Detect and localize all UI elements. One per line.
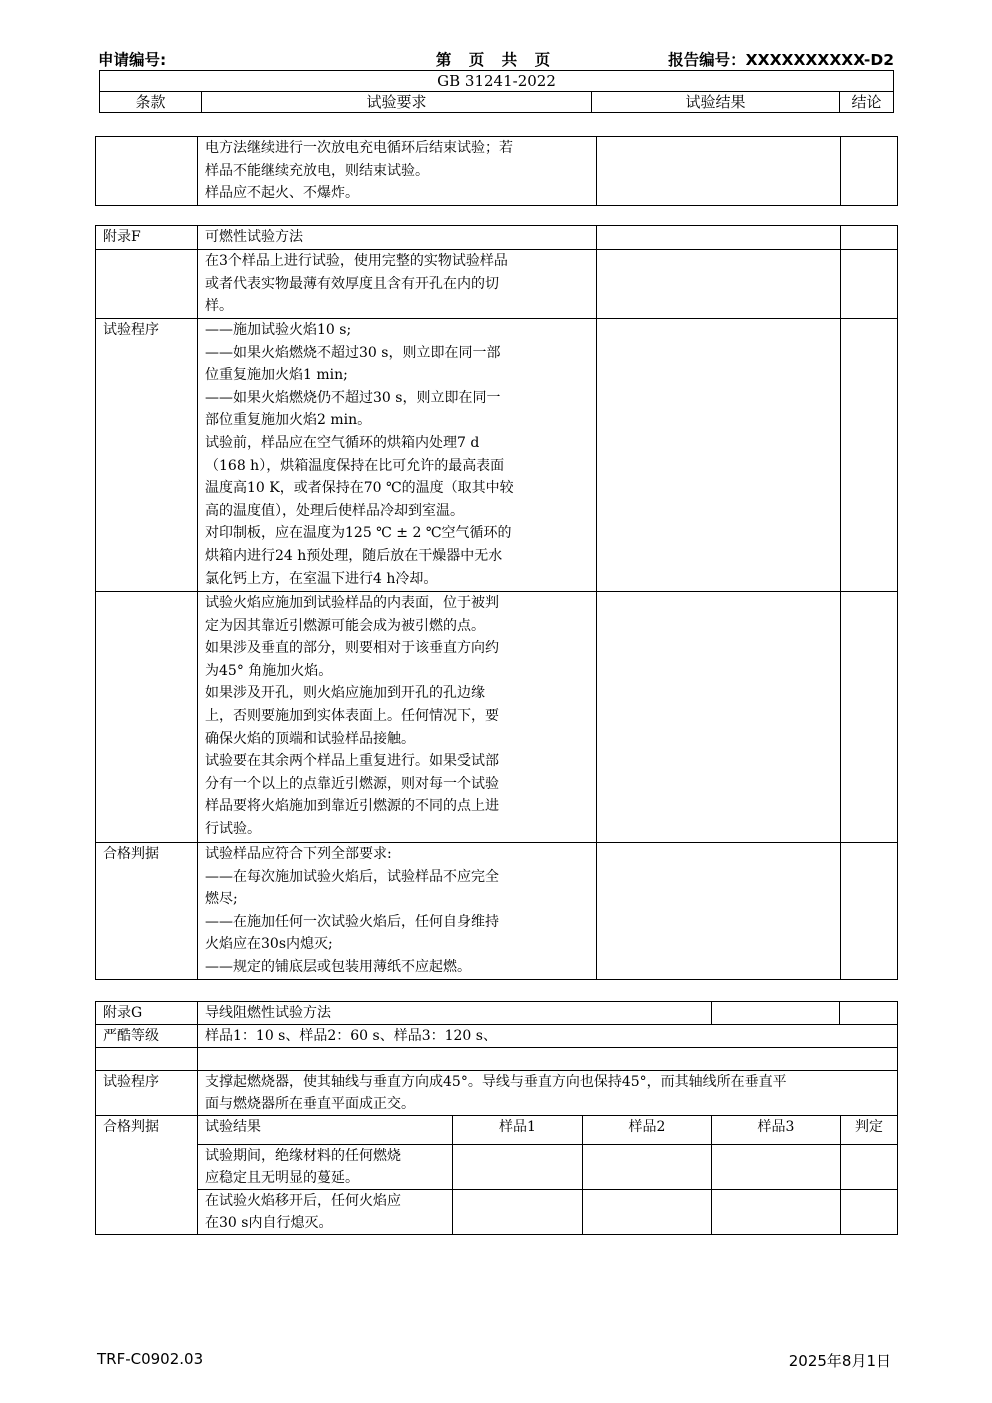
continuation-table (95, 136, 898, 206)
appendix-g-title: 导线阻燃性试验方法 (198, 1002, 712, 1025)
clause-cell (96, 137, 198, 206)
result-cell (712, 1002, 898, 1025)
column-header-clause: 条款 (100, 92, 202, 113)
criteria-label: 合格判据 (96, 1116, 198, 1235)
requirement-text: 在3个样品上进行试验，使用完整的实物试验样品 或者代表实物最薄有效厚度且含有开孔在内的切 样。 (198, 250, 597, 319)
result-cell (597, 319, 841, 592)
clause-cell (96, 250, 198, 319)
application-number-label: 申请编号: (98, 51, 167, 69)
appendix-f-table (95, 225, 898, 980)
column-header-result: 试验结果 (592, 92, 840, 113)
clause-cell (96, 1048, 198, 1071)
column-header-conclusion: 结论 (840, 92, 894, 113)
appendix-g-clause: 附录G (96, 1002, 198, 1025)
sample-1-result (453, 1145, 583, 1190)
sample-3-result (712, 1190, 841, 1235)
conclusion-cell (841, 226, 898, 250)
severity-text: 样品1：10 s、样品2：60 s、样品3：120 s、 (198, 1025, 898, 1048)
conclusion-cell (841, 319, 898, 592)
appendix-f-clause: 附录F (96, 226, 198, 250)
verdict-header: 判定 (841, 1116, 898, 1145)
sample-1-result (453, 1190, 583, 1235)
verdict-cell (841, 1145, 898, 1190)
sample-3-result (712, 1145, 841, 1190)
requirement-text: ——施加试验火焰10 s; ——如果火焰燃烧不超过30 s，则立即在同一部 位重复施加火焰1 min; ——如果火焰燃烧仍不超过30 s，则立即在同一 部位重复施加火焰2 min。 试验前，样品应在空气循环的烘箱内处理7 d （168 h），烘箱温度保持在比可允许的最高表面 温度高10 K，或者保持在70 ℃的温度（取其中较 高的温度值），处理后使样品冷却到室温。 对印制板，应在温度为125 ℃ ± 2 ℃空气循环的 烘箱内进行24 h预处理，随后放在干燥器中无水 氯化钙上方，在室温下进行4 h冷却。 (198, 319, 597, 592)
standard-name: GB 31241-2022 (100, 71, 894, 92)
result-cell (597, 250, 841, 319)
form-number: TRF-C0902.03 (97, 1350, 204, 1368)
severity-label: 严酷等级 (96, 1025, 198, 1048)
footer-date: 2025年8月1日 (788, 1352, 891, 1370)
result-cell (597, 226, 841, 250)
conclusion-cell (841, 592, 898, 843)
appendix-f-title: 可燃性试验方法 (198, 226, 597, 250)
page-count-label: 第 页 共 页 (435, 51, 557, 69)
conclusion-cell (841, 250, 898, 319)
requirement-text: 电方法继续进行一次放电充电循环后结束试验；若 样品不能继续充放电，则结束试验。 样品应不起火、不爆炸。 (198, 137, 597, 206)
conclusion-cell (841, 137, 898, 206)
criterion-text: 试验期间，绝缘材料的任何燃烧 应稳定且无明显的蔓延。 (198, 1145, 453, 1190)
sample-1-header: 样品1 (453, 1116, 583, 1145)
requirement-text: 试验样品应符合下列全部要求: ——在每次施加试验火焰后，试验样品不应完全 燃尽; ——在施加任何一次试验火焰后，任何自身维持 火焰应在30s内熄灭; ——规定的铺底层或包装用薄纸不应起燃。 (198, 843, 597, 980)
appendix-g-table (95, 1001, 898, 1235)
result-cell (597, 137, 841, 206)
verdict-cell (841, 1190, 898, 1235)
clause-cell (96, 592, 198, 843)
clause-cell: 试验程序 (96, 319, 198, 592)
sample-3-header: 样品3 (712, 1116, 841, 1145)
sample-2-result (583, 1190, 712, 1235)
result-cell (597, 843, 841, 980)
conclusion-cell (841, 843, 898, 980)
report-number: 报告编号：XXXXXXXXXX-D2 (668, 51, 894, 69)
result-cell (597, 592, 841, 843)
blank-cell (198, 1048, 898, 1071)
requirement-text: 试验火焰应施加到试验样品的内表面，位于被判 定为因其靠近引燃源可能会成为被引燃的点。 如果涉及垂直的部分，则要相对于该垂直方向约 为45° 角施加火焰。 如果涉及开孔，则火焰应施加到开孔的孔边缘 上，否则要施加到实体表面上。任何情况下，要 确保火焰的顶端和试验样品接触。 试验要在其余两个样品上重复进行。如果受试部 分有一个以上的点靠近引燃源，则对每一个试验 样品要将火焰施加到靠近引燃源的不同的点上进 行试验。 (198, 592, 597, 843)
standard-header-table (99, 70, 894, 113)
sample-2-result (583, 1145, 712, 1190)
result-label: 试验结果 (198, 1116, 453, 1145)
sample-2-header: 样品2 (583, 1116, 712, 1145)
procedure-label: 试验程序 (96, 1071, 198, 1116)
column-header-requirement: 试验要求 (202, 92, 592, 113)
criterion-text: 在试验火焰移开后，任何火焰应 在30 s内自行熄灭。 (198, 1190, 453, 1235)
page-header (98, 48, 894, 70)
procedure-text: 支撑起燃烧器，使其轴线与垂直方向成45°。导线与垂直方向也保持45°，而其轴线所在垂直平 面与燃烧器所在垂直平面成正交。 (198, 1071, 898, 1116)
clause-cell: 合格判据 (96, 843, 198, 980)
